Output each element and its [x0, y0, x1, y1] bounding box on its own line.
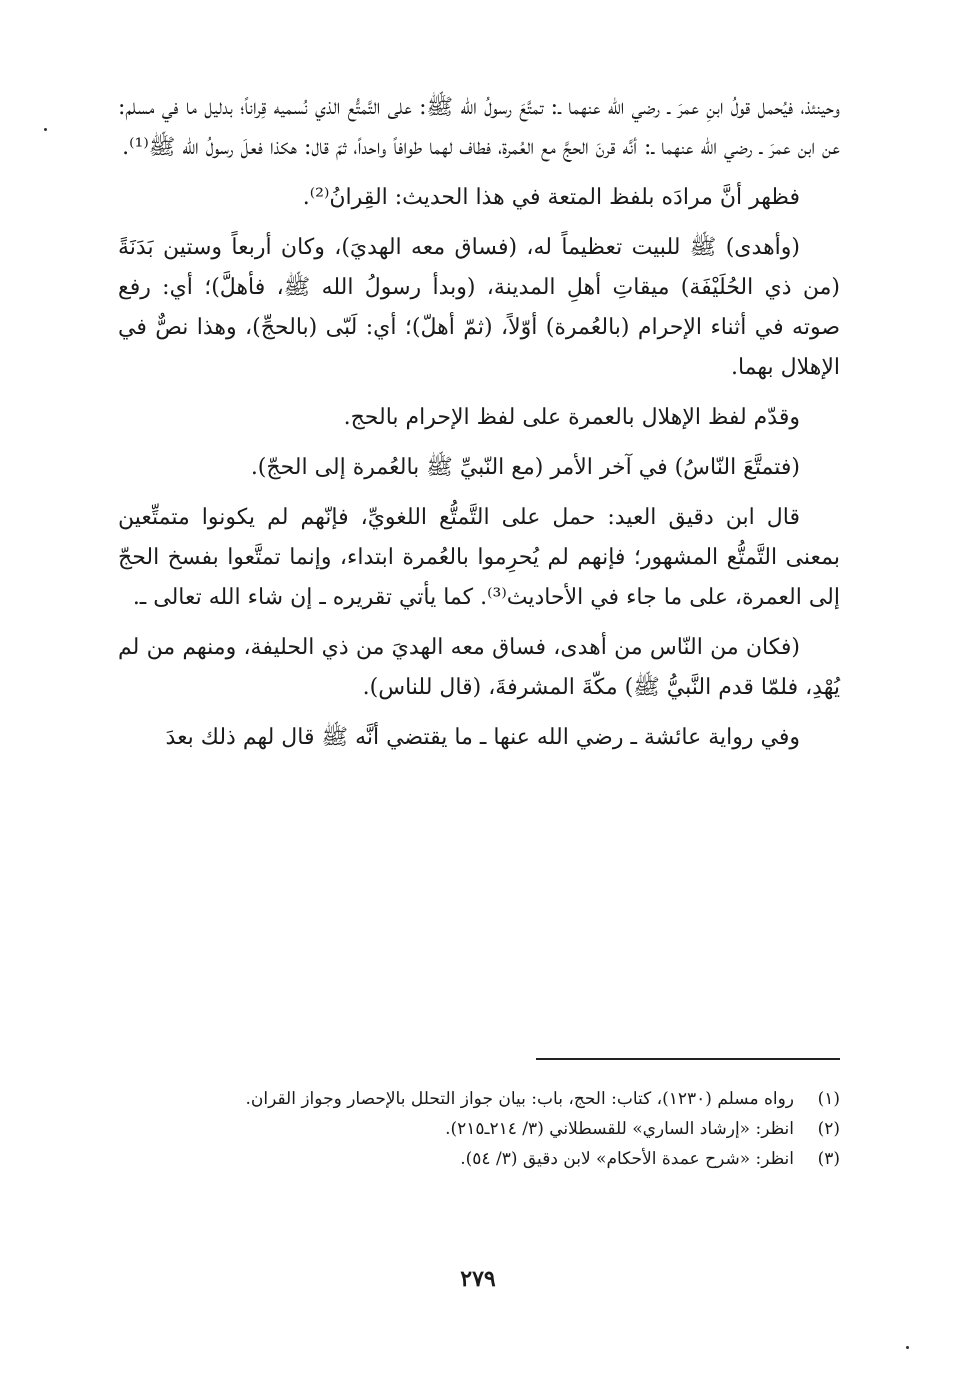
paragraph-2: فظهر أنَّ مرادَه بلفظ المتعة في هذا الحديث: القِرانُ⁽²⁾. — [302, 185, 800, 210]
main-text — [118, 88, 840, 758]
page-number: ٢٧٩ — [460, 1266, 496, 1292]
footnote-number: (٣) — [817, 1149, 840, 1169]
footnote-2 — [118, 1114, 840, 1144]
footnote-divider — [536, 1058, 840, 1060]
footnotes — [118, 1084, 840, 1174]
footnote-1 — [118, 1084, 840, 1114]
scan-speck — [906, 1346, 909, 1349]
paragraph-1: وحينئذ، فيُحمل قولُ ابنِ عمرَ ـ رضي الله عنهما ـ: تمتَّعَ رسولُ الله ﷺ: على التَّمتُّع الذي نُسميه قِراناً؛ بدليل ما في مسلم: عن ابن عمرَ ـ رضي الله عنهما ـ: أنَّه قرنَ الحجَّ مع العُمرة، فطاف لهما طوافاً واحداً، ثمّ قال: هكذا فعلَ رسولُ الله ﷺ⁽¹⁾. — [118, 95, 840, 160]
paragraph-4: وقدّم لفظ الإهلال بالعمرة على لفظ الإحرام بالحج. — [343, 405, 800, 430]
footnote-text: انظر: «إرشاد الساري» للقسطلاني (٣/ ٢١٤ـ٢١٥). — [445, 1119, 794, 1139]
footnote-text: رواه مسلم (١٢٣٠)، كتاب: الحج، باب: بيان جواز التحلل بالإحصار وجواز القران. — [245, 1089, 794, 1109]
footnote-number: (٢) — [817, 1119, 840, 1139]
paragraph-5: (فتمتَّعَ النّاسُ) في آخر الأمر (مع النّبيِّ ﷺ بالعُمرة إلى الحجّ). — [250, 455, 800, 480]
footnote-text: انظر: «شرح عمدة الأحكام» لابن دقيق (٣/ ٥٤). — [460, 1149, 794, 1169]
paragraph-6: قال ابن دقيق العيد: حمل على التَّمتُّع اللغويِّ، فإنّهم لم يكونوا متمتِّعين بمعنى التَّمتُّع المشهور؛ فإنهم لم يُحرِموا بالعُمرة ابتداء، وإنما تمتَّعوا بفسخ الحجّ إلى العمرة، على ما جاء في الأحاديث⁽³⁾. كما يأتي تقريره ـ إن شاء الله تعالى ـ. — [118, 505, 840, 610]
scan-speck — [44, 128, 47, 131]
paragraph-3: (وأهدى) ﷺ للبيت تعظيماً له، (فساق معه الهديَ)، وكان أربعاً وستين بَدَنَةً (من ذي الحُلَيْفَة) ميقاتِ أهلِ المدينة، (وبدأ رسولُ الله ﷺ، فأهلَّ)؛ أي: رفع صوته في أثناء الإحرام (بالعُمرة) أوّلاً، (ثمّ أهلّ)؛ أي: لَبّى (بالحجِّ)، وهذا نصٌّ في الإهلال بهما. — [118, 235, 840, 380]
paragraph-8: وفي رواية عائشة ـ رضي الله عنها ـ ما يقتضي أنَّه ﷺ قال لهم ذلك بعدَ — [165, 725, 800, 750]
paragraph-7: (فكان من النّاس من أهدى، فساق معه الهديَ من ذي الحليفة، ومنهم من لم يُهْدِ، فلمّا قدم النَّبيُّ ﷺ) مكّةَ المشرفةَ، (قال للناس). — [118, 635, 840, 700]
footnote-3 — [118, 1144, 840, 1174]
footnote-number: (١) — [817, 1089, 840, 1109]
